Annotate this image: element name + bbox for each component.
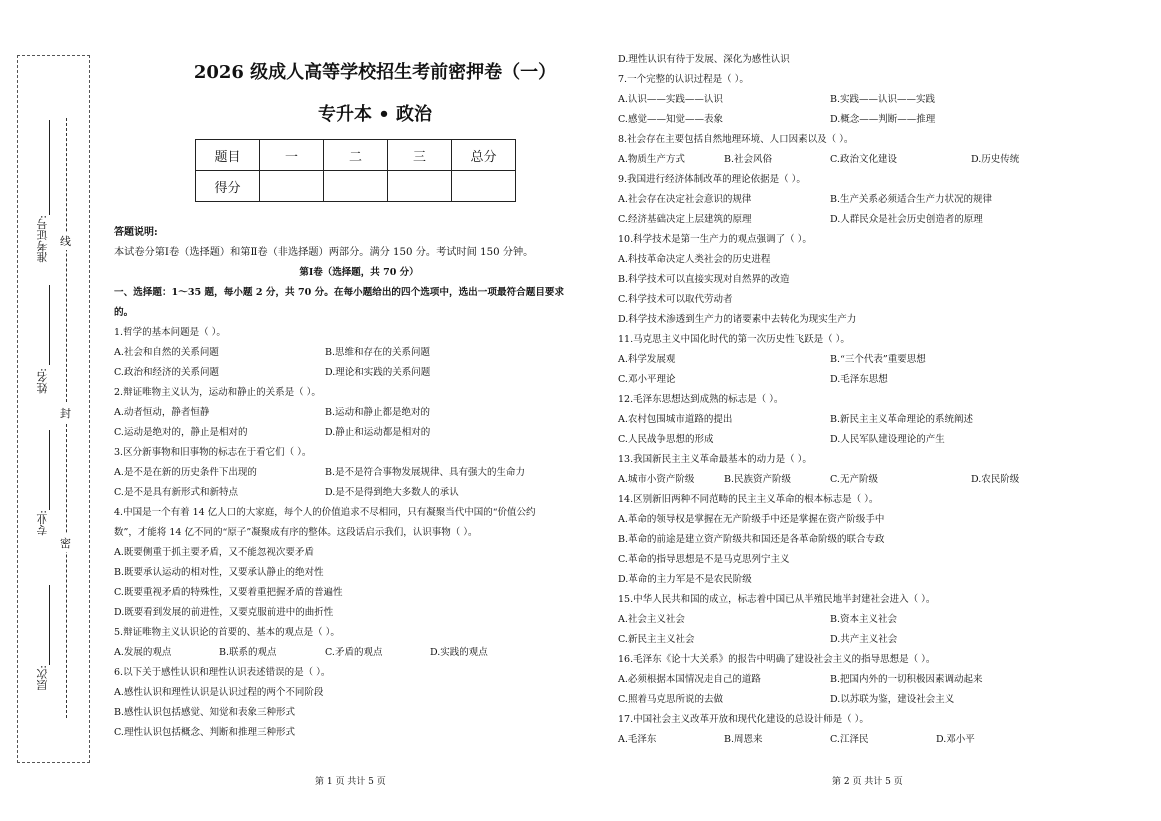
- q10-option-c: C.科学技术可以取代劳动者: [618, 294, 733, 305]
- left-column: [114, 223, 604, 743]
- q15-option-d: D.共产主义社会: [830, 634, 898, 645]
- q17-stem: 17.中国社会主义改革开放和现代化建设的总设计师是（ ）。: [618, 714, 869, 725]
- q7-options-ab: [618, 90, 1138, 110]
- cut-char-secret: 密: [60, 534, 71, 552]
- q3-option-b: B.是不是符合事物发展规律、具有强大的生命力: [325, 467, 526, 478]
- q11-option-b: B.“三个代表”重要思想: [830, 354, 926, 365]
- q8-option-c: C.政治文化建设: [830, 154, 897, 165]
- q7-option-b: B.实践——认识——实践: [830, 94, 936, 105]
- q4-stem-line1: 4.中国是一个有着 14 亿人口的大家庭，每个人的价值追求不尽相同，只有凝聚当代中国的“价值公约: [114, 507, 536, 518]
- q16-option-b: B.把国内外的一切积极因素调动起来: [830, 674, 983, 685]
- q11-option-d: D.毛泽东思想: [830, 374, 888, 385]
- q14-option-a: A.革命的领导权是掌握在无产阶级手中还是掌握在资产阶级手中: [618, 514, 885, 525]
- score-table-score-row: [196, 171, 516, 202]
- major-underline: [49, 430, 50, 510]
- q16-option-a: A.必须根据本国情况走自己的道路: [618, 674, 761, 685]
- q17-option-c: C.江泽民: [830, 734, 869, 745]
- q15-option-b: B.资本主义社会: [830, 614, 898, 625]
- q7-option-c: C.感觉——知觉——表象: [618, 114, 723, 125]
- q16-stem: 16.毛泽东《论十大关系》的报告中明确了建设社会主义的指导思想是（ ）。: [618, 654, 936, 665]
- score-header-cell: 二: [324, 140, 388, 171]
- q3-stem: 3.区分新事物和旧事物的标志在于看它们（ ）。: [114, 447, 312, 458]
- q1-option-b: B.思维和存在的关系问题: [325, 347, 431, 358]
- q2-option-a: A.动者恒动，静者恒静: [114, 407, 210, 418]
- q11-option-a: A.科学发展观: [618, 354, 676, 365]
- q14-option-d: D.革命的主力军是不是农民阶级: [618, 574, 752, 585]
- q3-option-d: D.是不是得到绝大多数人的承认: [325, 487, 459, 498]
- q1-options-ab: [114, 343, 604, 363]
- q8-option-d: D.历史传统: [971, 154, 1020, 165]
- q9-option-b: B.生产关系必须适合生产力状况的规律: [830, 194, 993, 205]
- score-header-cell: 三: [388, 140, 452, 171]
- q12-stem: 12.毛泽东思想达到成熟的标志是（ ）。: [618, 394, 784, 405]
- instructions-heading: 答题说明:: [114, 227, 158, 238]
- q7-options-cd: [618, 110, 1138, 130]
- right-column: [618, 50, 1138, 750]
- q2-option-d: D.静止和运动都是相对的: [325, 427, 431, 438]
- score-header-cell: 一: [260, 140, 324, 171]
- score-table-header-row: [196, 140, 516, 171]
- q17-options: [618, 730, 1138, 750]
- name-label: 姓名:: [36, 368, 49, 394]
- score-cell: [388, 171, 452, 202]
- q2-options-ab: [114, 403, 604, 423]
- page-footer-right: 第 2 页 共计 5 页: [832, 777, 903, 787]
- exam-subtitle: 专升本 • 政治: [317, 104, 433, 125]
- instructions-text: 本试卷分第Ⅰ卷（选择题）和第Ⅱ卷（非选择题）两部分。满分 150 分。考试时间 150 分钟。: [114, 247, 534, 258]
- q1-stem: 1.哲学的基本问题是（ ）。: [114, 327, 226, 338]
- q9-option-a: A.社会存在决定社会意识的规律: [618, 194, 752, 205]
- q9-option-d: D.人群民众是社会历史创造者的原理: [830, 214, 983, 225]
- exam-id-underline: [49, 120, 50, 215]
- level-underline: [49, 585, 50, 665]
- q2-option-b: B.运动和静止都是绝对的: [325, 407, 431, 418]
- q7-option-d: D.概念——判断——推理: [830, 114, 936, 125]
- q7-option-a: A.认识——实践——认识: [618, 94, 723, 105]
- q15-option-c: C.新民主主义社会: [618, 634, 695, 645]
- q17-option-b: B.周恩来: [724, 734, 763, 745]
- q15-options-ab: [618, 610, 1138, 630]
- q14-stem: 14.区别新旧两种不同范畴的民主主义革命的根本标志是（ ）。: [618, 494, 879, 505]
- q13-option-d: D.农民阶级: [971, 474, 1020, 485]
- q16-options-cd: [618, 690, 1138, 710]
- q12-option-b: B.新民主主义革命理论的系统阐述: [830, 414, 974, 425]
- q10-option-d: D.科学技术渗透到生产力的诸要素中去转化为现实生产力: [618, 314, 857, 325]
- q15-options-cd: [618, 630, 1138, 650]
- q9-option-c: C.经济基础决定上层建筑的原理: [618, 214, 752, 225]
- q14-option-b: B.革命的前途是建立资产阶级共和国还是各革命阶级的联合专政: [618, 534, 885, 545]
- q7-stem: 7.一个完整的认识过程是（ ）。: [618, 74, 749, 85]
- q13-stem: 13.我国新民主主义革命最基本的动力是（ ）。: [618, 454, 812, 465]
- score-table: [195, 139, 516, 202]
- q13-options: [618, 470, 1138, 490]
- q6-option-a: A.感性认识和理性认识是认识过程的两个不同阶段: [114, 687, 324, 698]
- q1-options-cd: [114, 363, 604, 383]
- q4-option-a: A.既要侧重于抓主要矛盾，又不能忽视次要矛盾: [114, 547, 314, 558]
- q11-stem: 11.马克思主义中国化时代的第一次历史性飞跃是（ ）。: [618, 334, 850, 345]
- q16-option-d: D.以苏联为鉴，建设社会主义: [830, 694, 955, 705]
- q1-option-d: D.理论和实践的关系问题: [325, 367, 431, 378]
- score-row-label: 得分: [196, 171, 260, 202]
- section1-line2: 的。: [114, 307, 134, 318]
- q6-option-c: C.理性认识包括概念、判断和推理三种形式: [114, 727, 295, 738]
- q15-option-a: A.社会主义社会: [618, 614, 685, 625]
- q17-option-d: D.邓小平: [936, 734, 975, 745]
- q8-options: [618, 150, 1138, 170]
- q5-option-b: B.联系的观点: [219, 647, 277, 658]
- q1-option-a: A.社会和自然的关系问题: [114, 347, 219, 358]
- q13-option-b: B.民族资产阶级: [724, 474, 792, 485]
- part1-heading: 第Ⅰ卷（选择题，共 70 分）: [299, 267, 419, 278]
- score-cell: [260, 171, 324, 202]
- q12-option-c: C.人民战争思想的形成: [618, 434, 714, 445]
- q5-stem: 5.辩证唯物主义认识论的首要的、基本的观点是（ ）。: [114, 627, 340, 638]
- q1-option-c: C.政治和经济的关系问题: [114, 367, 219, 378]
- q9-options-cd: [618, 210, 1138, 230]
- binding-strip: [17, 55, 90, 763]
- q10-stem: 10.科学技术是第一生产力的观点强调了（ ）。: [618, 234, 812, 245]
- q10-option-b: B.科学技术可以直接实现对自然界的改造: [618, 274, 790, 285]
- q2-stem: 2.辩证唯物主义认为，运动和静止的关系是（ ）。: [114, 387, 321, 398]
- q4-option-b: B.既要承认运动的相对性，又要承认静止的绝对性: [114, 567, 324, 578]
- q13-option-a: A.城市小资产阶级: [618, 474, 695, 485]
- q12-option-a: A.农村包围城市道路的提出: [618, 414, 733, 425]
- q5-option-a: A.发展的观点: [114, 647, 172, 658]
- q2-options-cd: [114, 423, 604, 443]
- q5-option-d: D.实践的观点: [430, 647, 488, 658]
- q6-stem: 6.以下关于感性认识和理性认识表述错误的是（ ）。: [114, 667, 331, 678]
- q5-options: [114, 643, 604, 663]
- q8-option-a: A.物质生产方式: [618, 154, 685, 165]
- q3-option-a: A.是不是在新的历史条件下出现的: [114, 467, 257, 478]
- q13-option-c: C.无产阶级: [830, 474, 878, 485]
- q8-stem: 8.社会存在主要包括自然地理环境、人口因素以及（ ）。: [618, 134, 854, 145]
- q16-options-ab: [618, 670, 1138, 690]
- q10-option-a: A.科技革命决定人类社会的历史进程: [618, 254, 771, 265]
- q6-option-d: D.理性认识有待于发展、深化为感性认识: [618, 54, 790, 65]
- q12-option-d: D.人民军队建设理论的产生: [830, 434, 945, 445]
- exam-id-label: 准考证号:: [36, 215, 49, 263]
- q8-option-b: B.社会风俗: [724, 154, 773, 165]
- q6-option-b: B.感性认识包括感觉、知觉和表象三种形式: [114, 707, 296, 718]
- exam-title: 2026 级成人高等学校招生考前密押卷（一）: [193, 62, 557, 83]
- level-label: 层次:: [36, 665, 49, 691]
- section1-line1: 一、选择题：1～35 题，每小题 2 分，共 70 分。在每小题给出的四个选项中，选出一项最符合题目要求: [114, 287, 565, 298]
- q12-options-cd: [618, 430, 1138, 450]
- q11-options-ab: [618, 350, 1138, 370]
- q3-options-ab: [114, 463, 604, 483]
- score-header-cell: 题目: [196, 140, 260, 171]
- q9-stem: 9.我国进行经济体制改革的理论依据是（ ）。: [618, 174, 806, 185]
- q16-option-c: C.照着马克思所说的去做: [618, 694, 723, 705]
- major-label: 专业:: [36, 510, 49, 536]
- q4-option-c: C.既要重视矛盾的特殊性，又要着重把握矛盾的普遍性: [114, 587, 343, 598]
- score-cell: [324, 171, 388, 202]
- score-cell: [452, 171, 516, 202]
- name-underline: [49, 285, 50, 365]
- q3-options-cd: [114, 483, 604, 503]
- score-header-cell: 总分: [452, 140, 516, 171]
- page-footer-left: 第 1 页 共计 5 页: [315, 777, 386, 787]
- q14-option-c: C.革命的指导思想是不是马克思列宁主义: [618, 554, 790, 565]
- q11-options-cd: [618, 370, 1138, 390]
- q9-options-ab: [618, 190, 1138, 210]
- q15-stem: 15.中华人民共和国的成立，标志着中国已从半殖民地半封建社会进入（ ）。: [618, 594, 936, 605]
- q17-option-a: A.毛泽东: [618, 734, 657, 745]
- q4-stem-line2: 数”，才能将 14 亿不同的“原子”凝聚成有序的整体。这段话启示我们，认识事物（ ）。: [114, 527, 478, 538]
- cut-char-seal: 封: [60, 404, 71, 422]
- q5-option-c: C.矛盾的观点: [325, 647, 383, 658]
- q2-option-c: C.运动是绝对的，静止是相对的: [114, 427, 248, 438]
- q12-options-ab: [618, 410, 1138, 430]
- q4-option-d: D.既要看到发展的前进性，又要克服前进中的曲折性: [114, 607, 334, 618]
- q11-option-c: C.邓小平理论: [618, 374, 676, 385]
- q3-option-c: C.是不是具有新形式和新特点: [114, 487, 238, 498]
- cut-char-line: 线: [60, 232, 71, 250]
